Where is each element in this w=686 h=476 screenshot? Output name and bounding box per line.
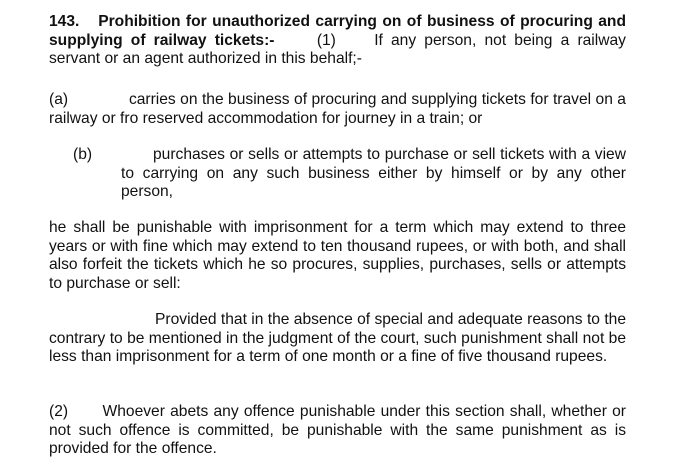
subsection-2-text: Whoever abets any offence punishable under this section shall, whether or not such offence is committed, be punishable with the same punishment as is provided for the offence. — [49, 403, 626, 458]
clause-b-label: (b) — [73, 146, 93, 163]
clause-a-paragraph — [49, 91, 626, 128]
subsection-2-label: (2) — [49, 403, 69, 420]
section-143-heading-paragraph — [49, 13, 626, 69]
section-number: 143. — [49, 13, 80, 30]
section-heading: Prohibition for unauthorized carrying on of business of procuring and supplying of railway tickets:- — [49, 13, 626, 49]
proviso-text: Provided that in the absence of special and adequate reasons to the contrary to be mentioned in the judgment of the court, such punishment shall not be less than imprisonment for a term of one month or a fine of five thousand rupees. — [49, 311, 626, 366]
subsection-1-text: If any person, not being a railway servant or an agent authorized in this behalf;- — [49, 31, 626, 68]
clause-b-body — [121, 146, 626, 202]
penalty-paragraph — [49, 219, 626, 293]
clause-b-text: purchases or sells or attempts to purchase or sell tickets with a view to carrying on any such business either by himself or by any other person, — [121, 146, 626, 201]
penalty-text: he shall be punishable with imprisonment for a term which may extend to three years or with fine which may extend to ten thousand rupees, or with both, and shall also forfeit the tickets which he so procures, supplies, purchases, sells or attempts to purchase or sell: — [49, 219, 626, 292]
clause-a-label: (a) — [49, 91, 69, 108]
clause-a-text: carries on the business of procuring and supplying tickets for travel on a railway or fro reserved accommodation for journey in a train; or — [49, 91, 626, 127]
subsection-1-label: (1) — [316, 31, 336, 49]
subsection-2-paragraph — [49, 403, 626, 459]
proviso-paragraph — [49, 311, 626, 367]
